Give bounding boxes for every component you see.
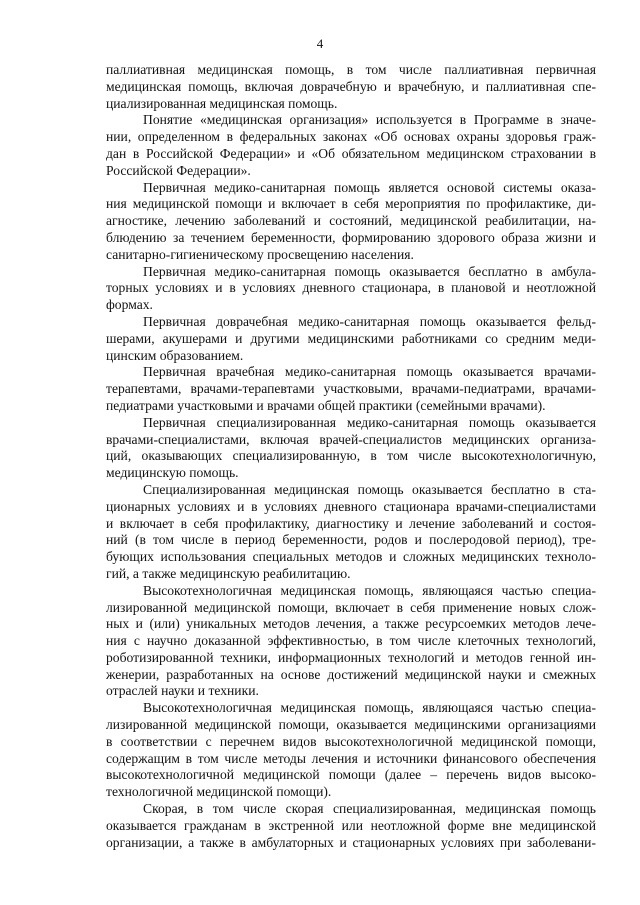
text-line: терапевтами, врачами-терапевтами участковыми, врачами-педиатрами, врачами- [106, 381, 596, 397]
text-line: Высокотехнологичная медицинская помощь, являющаяся частью специа- [143, 582, 596, 598]
text-line: Первичная медико-санитарная помощь оказывается бесплатно в амбула- [143, 263, 596, 279]
text-line: роботизированной техники, информационных технологий и методов генной ин- [106, 649, 596, 665]
paragraph [106, 264, 596, 314]
text-line: медицинская помощь, включая доврачебную и врачебную, и паллиативная спе- [106, 78, 596, 94]
text-line: ционарных условиях и в условиях дневного стационара врачами-специалистами [106, 498, 596, 514]
text-line: блюдению за течением беременности, формированию здорового образа жизни и [106, 229, 596, 245]
text-line: дан в Российской Федерации» и «Об обязательном медицинском страховании в [106, 145, 596, 161]
page-number: 4 [316, 36, 324, 51]
text-line: содержащим в том числе методы лечения и источники финансового обеспечения [106, 750, 596, 766]
text-line: Высокотехнологичная медицинская помощь, являющаяся частью специа- [143, 700, 596, 716]
paragraph [106, 62, 596, 112]
paragraph [106, 112, 596, 179]
text-line: санитарно-гигиеническому просвещению населения. [106, 246, 414, 262]
text-line: формах. [106, 297, 153, 313]
text-line: циализированная медицинская помощь. [106, 95, 338, 111]
text-line: торных условиях и в условиях дневного стационара, в плановой и неотложной [106, 280, 596, 296]
text-line: педиатрами участковыми и врачами общей практики (семейными врачами). [106, 397, 546, 413]
paragraph [106, 415, 596, 482]
text-line: медицинскую помощь. [106, 465, 239, 481]
text-line: врачами-специалистами, включая врачей-специалистов медицинских организа- [106, 431, 596, 447]
paragraph [106, 482, 596, 583]
paragraph [106, 314, 596, 364]
text-line: отраслей науки и техники. [106, 683, 259, 699]
text-line: ния с научно доказанной эффективностью, в том числе клеточных технологий, [106, 633, 596, 649]
text-line: Российской Федерации». [106, 162, 251, 178]
text-line: ций, оказывающих специализированную, в том числе высокотехнологичную, [106, 448, 596, 464]
paragraph [106, 364, 596, 414]
text-line: Понятие «медицинская организация» используется в Программе в значе- [143, 112, 596, 128]
text-line: женерии, разработанных на основе достижений медицинской науки и смежных [106, 666, 596, 682]
document-body [106, 62, 596, 851]
text-line: лизированной медицинской помощи, оказывается медицинскими организациями [106, 717, 596, 733]
text-line: ных и (или) уникальных методов лечения, а также ресурсоемких методов лече- [106, 616, 596, 632]
text-line: агностике, лечению заболеваний и состояний, медицинской реабилитации, на- [106, 213, 596, 229]
text-line: лизированной медицинской помощи, включает в себя применение новых слож- [106, 599, 596, 615]
text-line: в соответствии с перечнем видов высокотехнологичной медицинской помощи, [106, 733, 596, 749]
text-line: нии, определенном в федеральных законах «Об основах охраны здоровья граж- [106, 129, 596, 145]
text-line: Скорая, в том числе скорая специализированная, медицинская помощь [143, 801, 596, 817]
text-line: ний (в том числе в период беременности, родов и послеродовой период), тре- [106, 532, 596, 548]
text-line: Первичная врачебная медико-санитарная помощь оказывается врачами- [143, 364, 596, 380]
text-line: оказывается гражданам в экстренной или неотложной форме вне медицинской [106, 817, 596, 833]
text-line: гий, а также медицинскую реабилитацию. [106, 565, 351, 581]
text-line: цинским образованием. [106, 347, 244, 363]
text-line: технологичной медицинской помощи). [106, 784, 332, 800]
text-line: Первичная медико-санитарная помощь является основой системы оказа- [143, 179, 596, 195]
text-line: Первичная специализированная медико-санитарная помощь оказывается [143, 414, 596, 430]
paragraph [106, 180, 596, 264]
text-line: шерами, акушерами и другими медицинскими работниками со средним меди- [106, 330, 596, 346]
text-line: паллиативная медицинская помощь, в том числе паллиативная первичная [106, 62, 596, 77]
text-line: Специализированная медицинская помощь оказывается бесплатно в ста- [143, 481, 596, 497]
text-line: ния медицинской помощи и включает в себя мероприятия по профилактике, ди- [106, 196, 596, 212]
text-line: высокотехнологичной медицинской помощи (далее – перечень видов высоко- [106, 767, 596, 783]
text-line: Первичная доврачебная медико-санитарная помощь оказывается фельд- [143, 313, 596, 329]
text-line: бующих использования специальных методов и сложных медицинских техноло- [106, 549, 596, 565]
paragraph [106, 583, 596, 701]
text-line: организации, а также в амбулаторных и стационарных условиях при заболевани- [106, 834, 596, 850]
paragraph [106, 700, 596, 801]
paragraph [106, 801, 596, 851]
text-line: и включает в себя профилактику, диагностику и лечение заболеваний и состоя- [106, 515, 596, 531]
